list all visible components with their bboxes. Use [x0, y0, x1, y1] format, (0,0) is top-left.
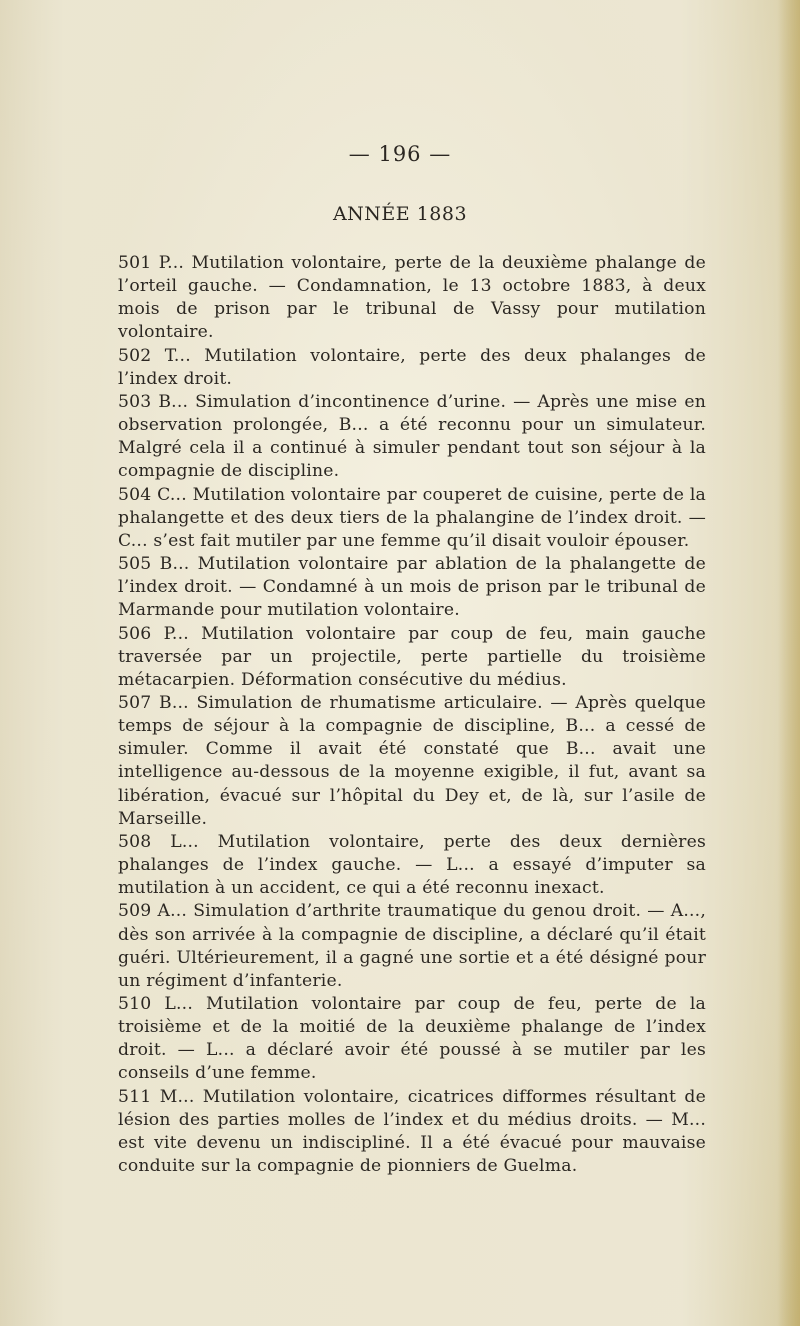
page-number: — 196 — — [348, 142, 452, 166]
entry-504: 504 C... Mutilation volontaire par couperet de cuisine, perte de la phalangette et des deux tiers de la phalangine de l’index droit. — C... s’est fait mutiler par une femme qu’il disait vouloir épouser. — [118, 484, 706, 551]
year-heading: ANNÉE 1883 — [332, 203, 468, 225]
entry-510: 510 L... Mutilation volontaire par coup de feu, perte de la troisième et de la moitié de la deuxième phalange de l’index droit. — L... a déclaré avoir été poussé à se mutiler par les conseils d’une femme. — [118, 994, 706, 1084]
entry-505: 505 B... Mutilation volontaire par ablation de la phalangette de l’index droit. — Condamné à un mois de prison par le tribunal de Marmande pour mutilation volontaire. — [118, 554, 706, 621]
entry-502: 502 T... Mutilation volontaire, perte des deux phalanges de l’index droit. — [118, 345, 706, 389]
entry-507: 507 B... Simulation de rhumatisme articulaire. — Après quelque temps de séjour à la compagnie de discipline, B... a cessé de simuler. Comme il avait été constaté que B... avait une intelligence au-dessous de la moyenne exigible, il fut, avant sa libération, évacué sur l’hôpital du Dey et, de là, sur l’asile de Marseille. — [118, 692, 706, 829]
entry-508: 508 L... Mutilation volontaire, perte des deux dernières phalanges de l’index gauche. — L... a essayé d’imputer sa mutilation à un accident, ce qui a été reconnu inexact. — [118, 831, 706, 899]
entry-501: 501 P... Mutilation volontaire, perte de la deuxième phalange de l’orteil gauche. — Condamnation, le 13 octobre 1883, à deux mois de prison par le tribunal de Vassy pour mutilation volontaire. — [118, 253, 706, 343]
entry-511: 511 M... Mutilation volontaire, cicatrices difformes résultant de lésion des parties molles de l’index et du médius droits. — M... est vite devenu un indiscipliné. Il a été évacué pour mauvaise conduite sur la compagnie de pionniers de Guelma. — [118, 1086, 706, 1177]
entries-list — [118, 252, 706, 1178]
entry-509: 509 A... Simulation d’arthrite traumatique du genou droit. — A..., dès son arrivée à la compagnie de discipline, a déclaré qu’il était guéri. Ultérieurement, il a gagné une sortie et a été désigné pour un régiment d’infanterie. — [118, 901, 706, 991]
page-edge-shadow — [778, 0, 800, 1326]
entry-506: 506 P... Mutilation volontaire par coup de feu, main gauche traversée par un projectile, perte partielle du troisième métacarpien. Déformation consécutive du médius. — [118, 623, 706, 690]
entry-503: 503 B... Simulation d’incontinence d’urine. — Après une mise en observation prolongée, B... a été reconnu pour un simulateur. Malgré cela il a continué à simuler pendant tout son séjour à la compagnie de discipline. — [118, 391, 706, 482]
